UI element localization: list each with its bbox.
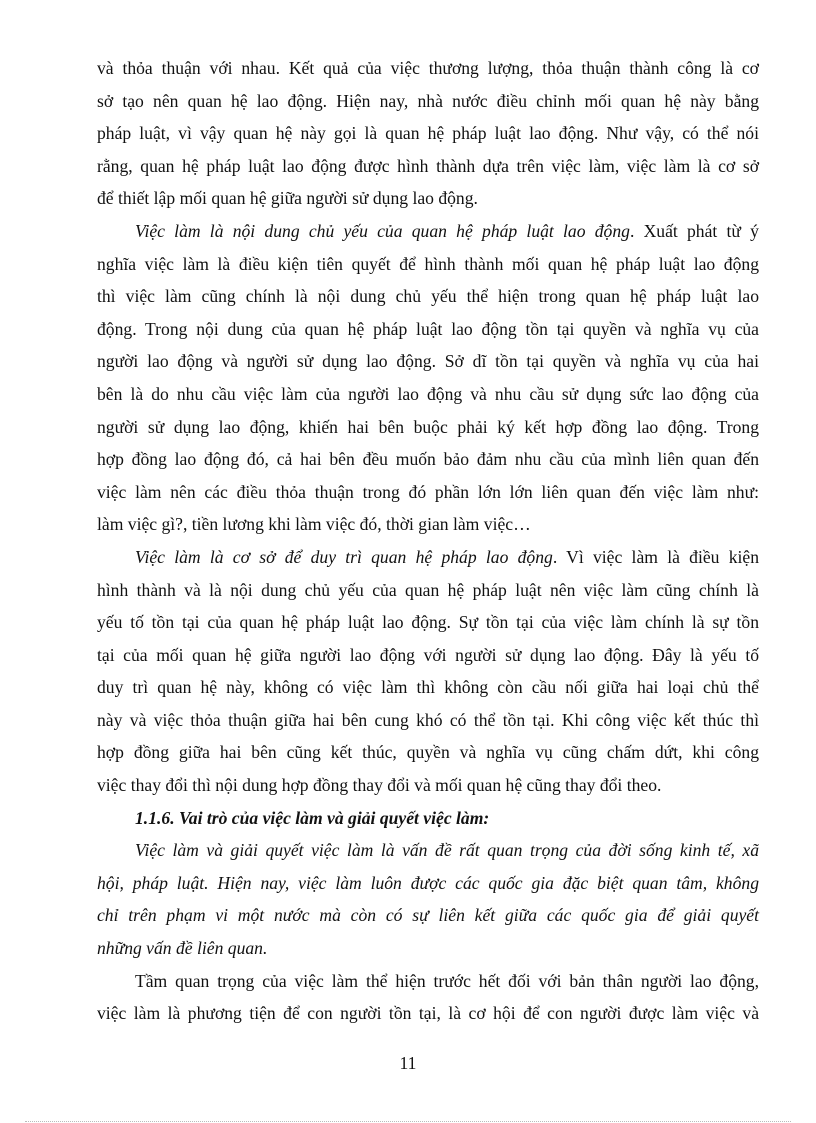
italic-lead-phrase: Việc làm là cơ sở để duy trì quan hệ pháp lao động xyxy=(135,546,553,567)
text-line: chỉ trên phạm vi một nước mà còn có sự liên kết giữa các quốc gia để giải quyết xyxy=(97,905,759,926)
text-line: động. Trong nội dung của quan hệ pháp luật lao động tồn tại quyền và nghĩa vụ của xyxy=(97,318,759,339)
text-line: làm việc gì?, tiền lương khi làm việc đó, thời gian làm việc… xyxy=(97,514,531,535)
text-line: những vấn đề liên quan. xyxy=(97,938,268,959)
text-line: hợp đồng lao động đó, cả hai bên đều muốn bảo đảm nhu cầu của mình liên quan đến xyxy=(97,449,759,470)
text-line: việc thay đổi thì nội dung hợp đồng thay đổi và mối quan hệ cũng thay đổi theo. xyxy=(97,775,662,796)
text-span: . Xuất phát từ ý xyxy=(629,220,759,241)
text-line: người sử dụng lao động, khiến hai bên buộc phải ký kết hợp đồng lao động. Trong xyxy=(97,416,759,437)
paragraph-start-line xyxy=(97,541,759,574)
text-line: này và việc thỏa thuận giữa hai bên cung khó có thể tồn tại. Khi công việc kết thúc thì xyxy=(97,709,759,730)
text-line: hội, pháp luật. Hiện nay, việc làm luôn được các quốc gia đặc biệt quan tâm, không xyxy=(97,872,759,893)
text-line: rằng, quan hệ pháp luật lao động được hình thành dựa trên việc làm, việc làm là cơ sở xyxy=(97,155,759,176)
section-heading: 1.1.6. Vai trò của việc làm và giải quyết việc làm: xyxy=(135,807,490,828)
text-line: và thỏa thuận với nhau. Kết quả của việc thương lượng, thỏa thuận thành công là cơ xyxy=(97,58,759,78)
paragraph-start-line xyxy=(97,215,759,248)
text-line: yếu tố tồn tại của quan hệ pháp luật lao động. Sự tồn tại của việc làm chính là sự tồn xyxy=(97,612,759,633)
page-bottom-divider xyxy=(25,1121,791,1122)
text-line: việc làm nên các điều thỏa thuận trong đó phần lớn lớn liên quan đến việc làm như: xyxy=(97,481,759,502)
text-line: bên là do nhu cầu việc làm của người lao động và nhu cầu sử dụng sức lao động của xyxy=(97,383,759,404)
text-line: người lao động và người sử dụng lao động. Sở dĩ tồn tại quyền và nghĩa vụ của hai xyxy=(97,351,759,372)
text-span: . Vì việc làm là điều kiện xyxy=(552,546,759,567)
page-number: 11 xyxy=(399,1053,417,1073)
text-line: thì việc làm cũng chính là nội dung chủ yếu thể hiện trong quan hệ pháp luật lao xyxy=(97,286,759,307)
text-line: Việc làm và giải quyết việc làm là vấn đề rất quan trọng của đời sống kinh tế, xã xyxy=(135,840,759,861)
document-body xyxy=(97,52,759,1030)
text-line: nghĩa việc làm là điều kiện tiên quyết để hình thành mối quan hệ pháp luật lao động xyxy=(97,253,759,274)
text-line: hợp đồng giữa hai bên cũng kết thúc, quyền và nghĩa vụ cũng chấm dứt, khi công xyxy=(97,742,759,763)
text-line: duy trì quan hệ này, không có việc làm thì không còn cầu nối giữa hai loại chủ thể xyxy=(97,677,759,698)
text-line: việc làm là phương tiện để con người tồn tại, là cơ hội để con người được làm việc và xyxy=(97,1003,759,1024)
text-line: Tầm quan trọng của việc làm thể hiện trước hết đối với bản thân người lao động, xyxy=(135,970,759,991)
italic-lead-phrase: Việc làm là nội dung chủ yếu của quan hệ pháp luật lao động xyxy=(135,220,630,241)
text-line: pháp luật, vì vậy quan hệ này gọi là quan hệ pháp luật lao động. Như vậy, có thể nói xyxy=(97,123,759,144)
text-line: để thiết lập mối quan hệ giữa người sử dụng lao động. xyxy=(97,188,478,209)
text-line: sở tạo nên quan hệ lao động. Hiện nay, nhà nước điều chỉnh mối quan hệ này bằng xyxy=(97,90,759,111)
text-line: tại của mối quan hệ giữa người lao động với người sử dụng lao động. Đây là yếu tố xyxy=(97,644,759,665)
text-line: hình thành và là nội dung chủ yếu của quan hệ pháp luật nên việc làm cũng chính là xyxy=(97,579,759,600)
